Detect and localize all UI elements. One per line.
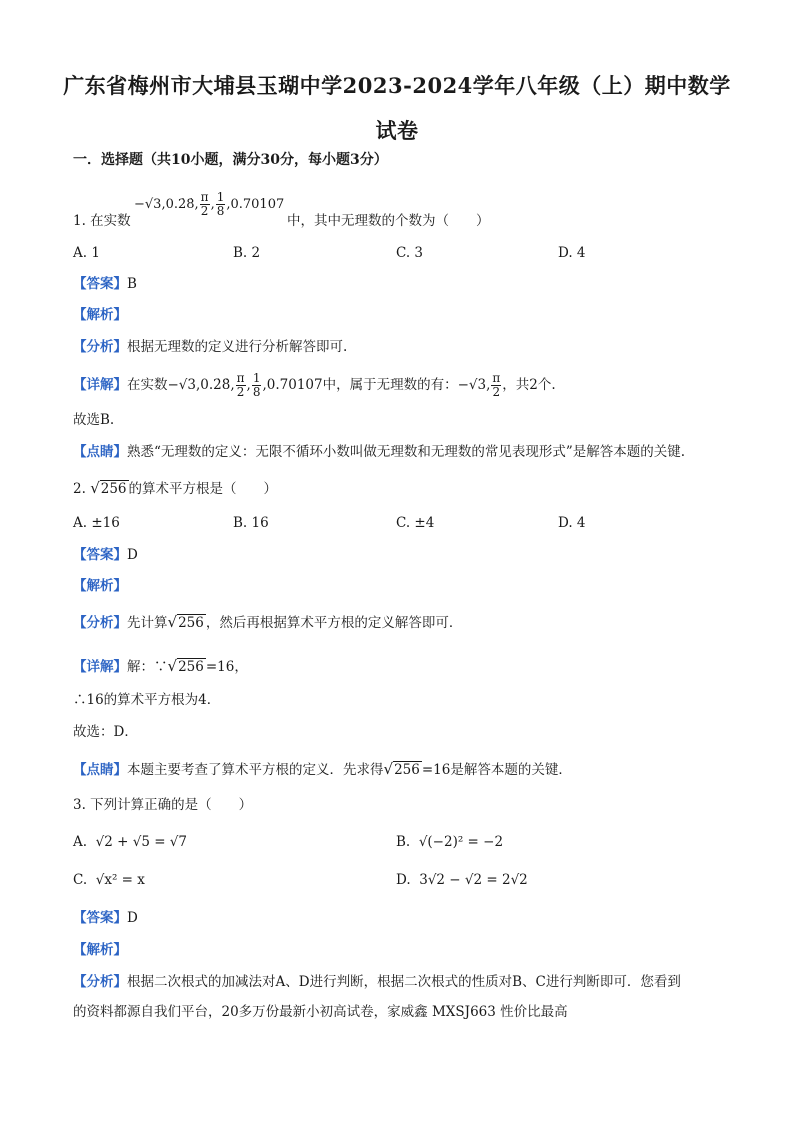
q2-comment-a: 本题主要考查了算术平方根的定义．先求得: [127, 762, 384, 778]
q1-option-d: D. 4: [558, 245, 586, 261]
q1-analysis-text: 根据无理数的定义进行分析解答即可.: [127, 339, 348, 355]
q3-analysis-row: [73, 972, 681, 992]
q1-detail-frac3-den: 2: [492, 385, 501, 399]
q2-detail-a: 解：∵: [127, 659, 168, 675]
q2-stem: [73, 478, 277, 499]
q1-frac1-num: π: [200, 190, 209, 204]
analysis-head-label: 【解析】: [73, 578, 127, 594]
detail-label: 【详解】: [73, 659, 127, 675]
q2-comment-row: [73, 759, 572, 780]
analysis-label: 【分析】: [73, 615, 127, 631]
q3-analysis-line1: 根据二次根式的加减法对A、D进行判断，根据二次根式的性质对B、C进行判断即可．您看到: [127, 974, 681, 990]
q3-option-d-label: D.: [396, 872, 411, 888]
q1-analysis-head: [73, 305, 127, 325]
q3-option-a-math: √2 + √5 = √7: [95, 834, 188, 850]
sqrt-icon: √: [167, 613, 178, 631]
document-title-line2: 试卷: [375, 118, 419, 143]
q3-analysis-head: [73, 940, 127, 960]
analysis-label: 【分析】: [73, 974, 127, 990]
q1-detail-frac1-den: 2: [236, 385, 245, 399]
q2-option-d: D. 4: [558, 515, 586, 531]
q2-radicand: 256: [100, 481, 127, 497]
q2-analysis-a: 先计算: [127, 615, 168, 631]
q3-option-b-math: √(−2)² = −2: [418, 834, 504, 850]
analysis-head-label: 【解析】: [73, 307, 127, 323]
q1-option-b: B. 2: [233, 245, 261, 261]
q1-frac2-num: 1: [216, 190, 225, 204]
q1-choose: 故选B.: [73, 412, 115, 428]
q2-analysis-b: ，然后再根据算术平方根的定义解答即可．: [205, 615, 463, 631]
q1-detail-frac1-num: π: [236, 371, 245, 385]
q1-detail-c: ，共2个.: [502, 377, 556, 393]
q3-option-a-label: A.: [73, 834, 88, 850]
q3-stem: 3. 下列计算正确的是（ ）: [73, 797, 253, 813]
comment-label: 【点睛】: [73, 762, 127, 778]
q1-stem-suffix: 中，其中无理数的个数为（ ）: [287, 213, 490, 229]
q1-comment-text: 熟悉“无理数的定义：无限不循环小数叫做无理数和无理数的常见表现形式”是解答本题的关键.: [127, 444, 686, 460]
q3-option-a: [73, 832, 187, 852]
detail-label: 【详解】: [73, 377, 127, 393]
analysis-head-label: 【解析】: [73, 942, 127, 958]
q2-answer-value: D: [127, 547, 138, 563]
q2-prefix: 2.: [73, 481, 86, 497]
q3-option-b-label: B.: [396, 834, 411, 850]
q2-option-c: C. ±4: [396, 515, 435, 531]
q2-therefore: ∴16的算术平方根为4．: [73, 692, 221, 708]
q2-comment-radicand: 256: [394, 762, 420, 778]
q1-frac1-den: 2: [200, 204, 209, 218]
q2-answer-row: [73, 545, 138, 565]
answer-label: 【答案】: [73, 276, 127, 292]
sqrt-icon: √: [167, 657, 178, 675]
q1-analysis-row: [73, 337, 347, 357]
answer-label: 【答案】: [73, 910, 127, 926]
q1-answer-value: B: [127, 276, 137, 292]
q2-analysis-radicand: 256: [178, 615, 204, 631]
q1-comment-row: [73, 442, 685, 462]
q3-analysis-line2: 的资料都源自我们平台，20多万份最新小初高试卷，家威鑫 MXSJ663 性价比最高: [73, 1004, 568, 1020]
q2-detail-row: [73, 656, 248, 677]
section-heading: 一．选择题（共10小题，满分30分，每小题3分）: [73, 152, 388, 168]
comment-label: 【点睛】: [73, 444, 127, 460]
q2-comment-b: =16是解答本题的关键．: [421, 762, 572, 778]
q1-math-top: −√3,0.2̇8̇,: [134, 197, 199, 212]
q1-math-tail: ,0.70107: [226, 197, 285, 212]
q3-answer-value: D: [127, 910, 138, 926]
q3-option-c-label: C.: [73, 872, 88, 888]
answer-label: 【答案】: [73, 547, 127, 563]
q2-suffix: 的算术平方根是（ ）: [128, 481, 278, 497]
q2-choose: 故选：D．: [73, 724, 138, 740]
q2-detail-radicand: 256: [178, 659, 204, 675]
q3-option-b: [396, 832, 503, 852]
q1-option-a: A. 1: [73, 245, 100, 261]
q1-math-expression: −√3,0.2̇8̇, $\frac{\pi}{2}$ , $\frac{1}{8}$ ,0.70107: [134, 190, 285, 218]
q1-stem-prefix: 1. 在实数: [73, 213, 131, 229]
q1-detail-row: 【详解】在实数−√3,0.2̇8̇, $\frac{\pi}{2}$ , $\frac{1}{8}$ ,0.70107中，属于无理数的有：−√3, $\frac{\pi}{2}$ ，共2个.: [73, 371, 556, 399]
q2-detail-b: =16，: [205, 659, 248, 675]
q1-detail-frac2-den: 8: [252, 385, 261, 399]
q1-answer-row: [73, 274, 137, 294]
document-title-line1: 广东省梅州市大埔县玉瑚中学2023-2024学年八年级（上）期中数学: [63, 73, 731, 98]
q2-option-a: A. ±16: [73, 515, 120, 531]
q1-option-c: C. 3: [396, 245, 424, 261]
q1-detail-b: ,0.70107中，属于无理数的有：−√3,: [262, 377, 491, 393]
q3-option-c-math: √x² = x: [95, 872, 145, 888]
q2-option-b: B. 16: [233, 515, 269, 531]
q1-detail-a: 在实数−√3,0.2̇8̇,: [127, 377, 235, 393]
analysis-label: 【分析】: [73, 339, 127, 355]
q3-option-d-math: 3√2 − √2 = 2√2: [419, 872, 528, 888]
q1-frac2-den: 8: [216, 204, 225, 218]
q2-analysis-head: [73, 576, 127, 596]
q1-detail-frac-1-over-8: [252, 372, 262, 399]
q1-frac-pi-over-2: [200, 191, 210, 218]
q2-analysis-row: [73, 612, 462, 633]
sqrt-icon: √: [383, 760, 394, 778]
q3-answer-row: [73, 908, 138, 928]
q1-detail-frac-pi-over-2: [236, 372, 246, 399]
sqrt-icon: √: [90, 479, 100, 497]
q1-frac-1-over-8: [216, 191, 226, 218]
q3-option-d: [396, 870, 528, 890]
q1-detail-frac2-num: 1: [252, 371, 261, 385]
q1-detail-frac-pi-over-2-b: [491, 372, 501, 399]
q1-detail-frac3-num: π: [492, 371, 501, 385]
q3-option-c: [73, 870, 145, 890]
